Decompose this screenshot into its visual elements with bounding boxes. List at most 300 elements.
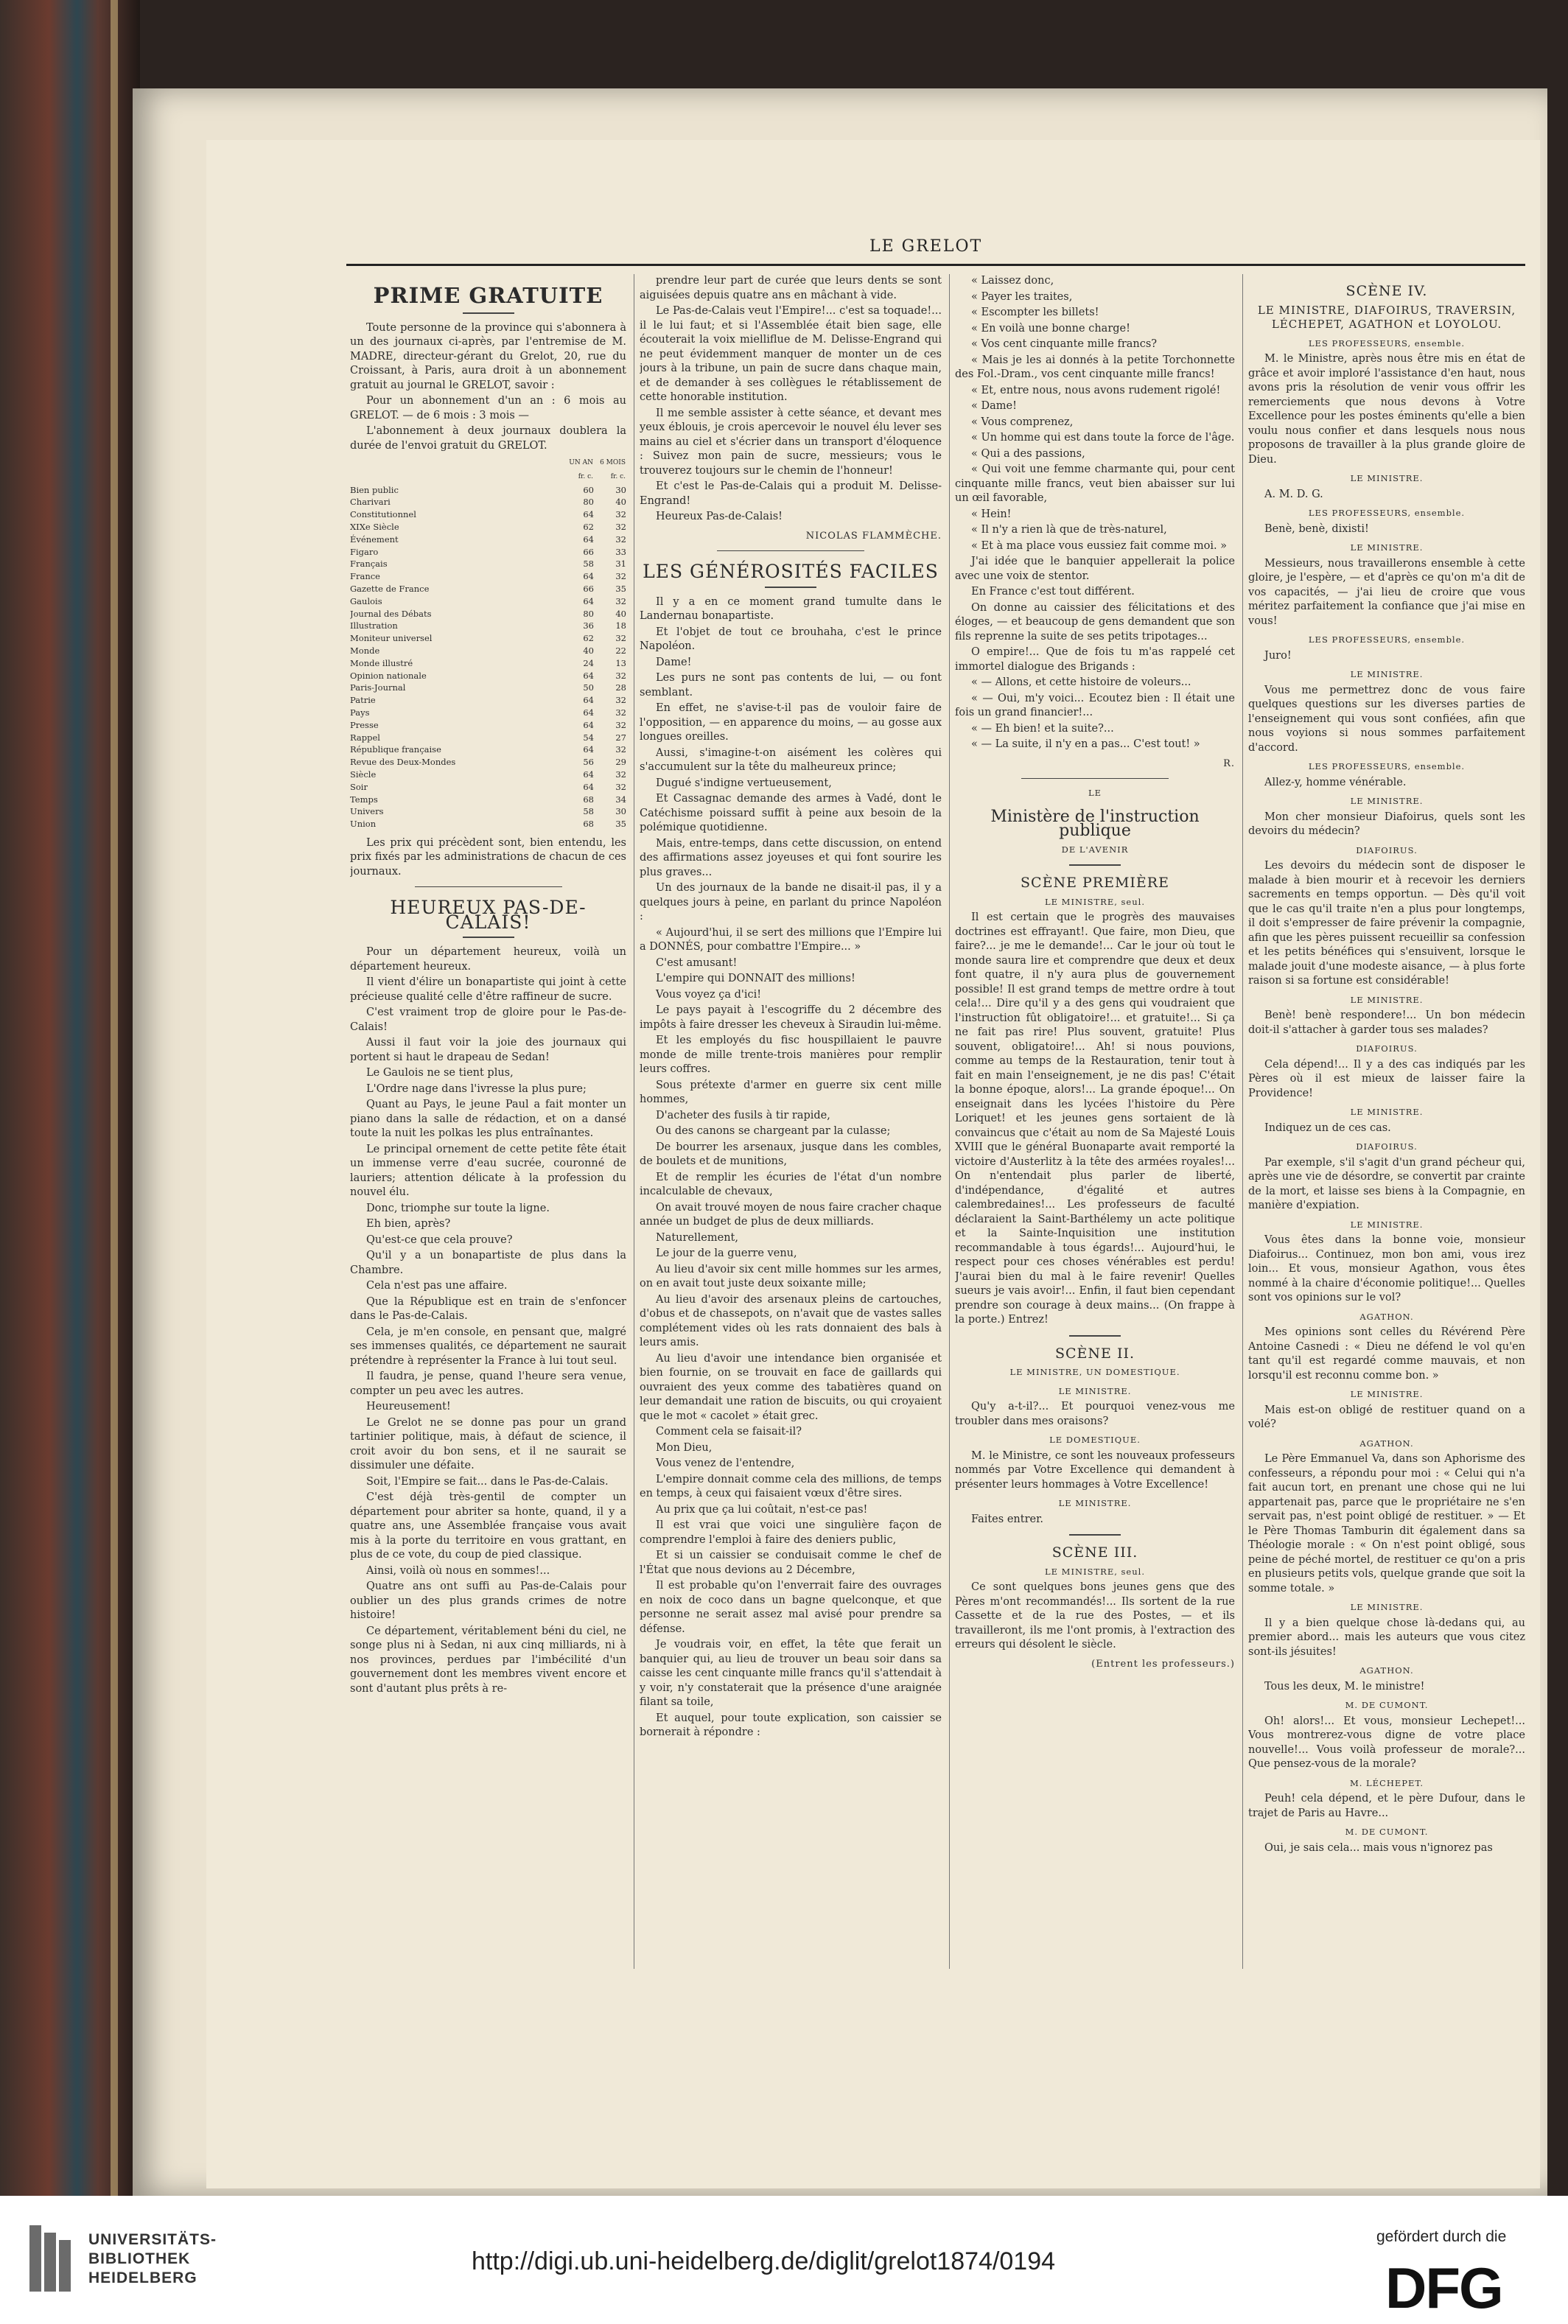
table-row (350, 632, 626, 645)
article-paragraph: Ou des canons se chargeant par la culasse; (656, 1125, 891, 1137)
journal-price: 64 (583, 509, 594, 520)
journal-price: 32 (615, 633, 626, 644)
source-url-link[interactable]: http://digi.ub.uni-heidelberg.de/diglit/grelot1874/0194 (472, 2247, 1056, 2275)
journal-price: 32 (615, 509, 626, 520)
speech-line: Juro! (1264, 649, 1292, 662)
dialogue-line: « — Allons, et cette histoire de voleurs... (971, 676, 1191, 688)
article-paragraph: Vous voyez ça d'ici! (656, 988, 762, 1001)
speech-line: Faites entrer. (971, 1513, 1044, 1525)
journal-price: 62 (583, 521, 594, 532)
speaker-name: LE MINISTRE. (1350, 669, 1424, 679)
journal-price: 32 (615, 670, 626, 681)
scene-cast: LE MINISTRE, seul. (1045, 896, 1145, 907)
dialogue-line: « Qui voit une femme charmante qui, pour cent cinquante mille francs, veut bien abaisser sur lui un œil favorable, (955, 463, 1235, 504)
table-row (350, 732, 626, 744)
dialogue-line: « Dame! (971, 400, 1017, 412)
divider (415, 886, 562, 887)
article-paragraph: Le Gaulois ne se tient plus, (366, 1067, 514, 1079)
speech-line: A. M. D. G. (1264, 488, 1323, 500)
divider (463, 312, 514, 314)
speaker-name: LE MINISTRE. (1058, 1385, 1132, 1396)
journal-price: 64 (583, 707, 594, 718)
dialogue-line: O empire!... Que de fois tu m'as rappelé cet immortel dialogue des Brigands : (955, 646, 1235, 673)
unit-label: fr. c. (610, 472, 626, 480)
speaker-name: LE MINISTRE. (1350, 994, 1424, 1005)
table-row (350, 794, 626, 806)
article-paragraph: Vous venez de l'entendre, (656, 1457, 795, 1469)
speaker-name: LES PROFESSEURS, ensemble. (1308, 337, 1466, 349)
journal-price: 32 (615, 695, 626, 706)
article-paragraph: Sous prétexte d'armer en guerre six cent mille hommes, (640, 1079, 942, 1105)
prime-title: PRIME GRATUITE (373, 283, 603, 308)
journal-price: 50 (583, 682, 594, 693)
divider (1069, 1335, 1121, 1337)
journal-name: Pays (350, 707, 370, 718)
journal-price: 32 (615, 781, 626, 792)
column-3 (955, 274, 1235, 1984)
table-row (350, 533, 626, 546)
speaker-name: DIAFOIRUS. (1356, 1043, 1418, 1054)
table-row (350, 570, 626, 583)
article-paragraph: Le Grelot ne se donne pas pour un grand tartinier politique, mais, à défaut de science, il croit avoir du bon sens, et il ne saurait se dissimuler une défaite. (350, 1416, 626, 1472)
dialogue-line: « — Eh bien! et la suite?... (971, 722, 1114, 735)
dialogue-line: « Laissez donc, (971, 275, 1054, 287)
scene-title: SCÈNE III. (1051, 1544, 1138, 1561)
column-header-six-months: 6 MOIS (600, 459, 626, 466)
article-continuation (640, 274, 942, 525)
journal-price: 68 (583, 819, 594, 830)
journal-name: Presse (350, 719, 379, 730)
journal-price: 32 (615, 744, 626, 755)
scene-cast: LE MINISTRE, seul. (1045, 1566, 1145, 1577)
dialogue-line: « Vos cent cinquante mille francs? (971, 338, 1158, 350)
article-paragraph: Au lieu d'avoir des arsenaux pleins de cartouches, d'obus et de chassepots, on n'avait que de vastes salles complétement vides où les rats donnaient des bals à leurs amis. (640, 1293, 942, 1348)
journal-name: Journal des Débats (350, 608, 432, 619)
speaker-name: LE MINISTRE. (1350, 473, 1424, 483)
article-paragraph: C'est déjà très-gentil de compter un département pour abriter sa honte, quand, il y a quatre ans, une Assemblée française vous avait mis à la porte du territoire en vous grattant, en plus de ce vote, du coup de pied classique. (350, 1491, 626, 1561)
article-paragraph: Et les employés du fisc houspillaient le pauvre monde de mille trente-trois manières pour remplir leurs coffres. (640, 1035, 942, 1075)
scene-body (1248, 337, 1525, 1856)
dialogue-line: « — La suite, il n'y en a pas... C'est tout! » (971, 738, 1200, 750)
journal-price: 64 (583, 670, 594, 681)
table-row (350, 620, 626, 632)
speech-line: Mon cher monsieur Diafoirus, quels sont les devoirs du médecin? (1248, 811, 1525, 837)
article-paragraph: Comment cela se faisait-il? (656, 1426, 802, 1438)
table-row (350, 719, 626, 732)
author-signature: NICOLAS FLAMMÈCHE. (805, 530, 942, 542)
article-paragraph: Et l'objet de tout ce brouhaha, c'est le prince Napoléon. (640, 626, 942, 652)
column-rule (949, 274, 950, 1969)
column-rule (1242, 274, 1243, 1969)
journal-price: 68 (583, 794, 594, 805)
journal-name: XIXe Siècle (350, 521, 399, 532)
speaker-name: LE MINISTRE. (1350, 542, 1424, 553)
table-row (350, 743, 626, 756)
article-paragraph: Il y a en ce moment grand tumulte dans le Landernau bonapartiste. (640, 595, 942, 622)
section-title: Ministère de l'instruction publique (990, 807, 1200, 840)
table-row (350, 707, 626, 719)
journal-price: 64 (583, 744, 594, 755)
article-paragraph: Je voudrais voir, en effet, la tête que ferait un banquier qui, au lieu de trouver un beau soir dans sa caisse les cent cinquante mille francs qu'il s'attendait à y voir, n'y constaterait que la présence d'une araignée filant sa toile, (640, 1639, 942, 1708)
table-row (350, 769, 626, 781)
table-row (350, 595, 626, 608)
dialogue-line: En France c'est tout différent. (971, 586, 1135, 598)
journal-name: Soir (350, 781, 368, 792)
dialogue-line: « Qui a des passions, (971, 447, 1085, 460)
dialogue-line: On donne au caissier des félicitations et des éloges, — et beaucoup de gens demandent que son fils reprenne la suite de ses petits tripotages... (955, 601, 1235, 643)
speaker-name: LES PROFESSEURS, ensemble. (1308, 508, 1466, 518)
scene-paragraph: Ce sont quelques bons jeunes gens que des Pères m'ont recommandés!... Ils sortent de la rue Cassette et de la rue des Postes, — et ils travailleront, ils me l'ont promis, à l'extraction des erreurs qui désolent le siècle. (955, 1581, 1235, 1651)
dialogue-line: « Hein! (971, 508, 1012, 520)
dfg-logo: DFG (1385, 2255, 1502, 2320)
journal-price: 32 (615, 707, 626, 718)
dialogue-line: « Payer les traites, (971, 290, 1073, 303)
article-paragraph: De bourrer les arsenaux, jusque dans les combles, de boulets et de munitions, (640, 1141, 942, 1167)
speech-line: Oh! alors!... Et vous, monsieur Lechepet!... Vous montrerez-vous digne de votre place nouvelle!... Vous voilà professeur de morale?... Que pensez-vous de la morale? (1248, 1715, 1525, 1770)
article-paragraph: Le Pas-de-Calais veut l'Empire!... c'est sa toquade!... il le lui faut; et si l'Assemblée était bien sage, elle écouterait la voix mielliflue de M. Delisse-Engrand qui ne peut évidemment manquer de monter un de ces jours à la tribune, un pain de sucre dans chaque main, et de demander à ses collègues le rétablissement de cette honorable institution. (640, 305, 942, 403)
article-paragraph: Cela n'est pas une affaire. (366, 1280, 508, 1292)
speech-line: Allez-y, homme vénérable. (1264, 776, 1407, 788)
speech-line: Le Père Emmanuel Va, dans son Aphorisme des confesseurs, a répondu pour moi : « Celui qui n'a fait aucun tort, en prenant une chose qui ne lui appartenait pas, parce que le propriétaire ne s'en servait pas, n'est point obligé de restituer. » — Et le Père Thomas Tamburin dit également dans sa Théologie morale : « On n'est point obligé, sous peine de péché mortel, de restituer ce qu'on a pris en plusieurs petits vols, quelque grande que soit la somme totale. » (1248, 1453, 1525, 1595)
binding-stripe (111, 0, 118, 2196)
speech-line: Mais est-on obligé de restituer quand on a volé? (1248, 1404, 1525, 1430)
article-paragraph: Que la République est en train de s'enfoncer dans le Pas-de-Calais. (350, 1295, 626, 1323)
article-paragraph: Il me semble assister à cette séance, et devant mes yeux éblouis, je crois apercevoir le nouvel élu lever ses mains au ciel et s'écrier dans un transport d'éloquence : Suivez mon pain de sucre, messieurs; vous le trouverez toujours sur le chemin de l'honneur! (640, 407, 942, 477)
prime-note: Les prix qui précèdent sont, bien entendu, les prix fixés par les administrations de chacun de ces journaux. (350, 836, 626, 878)
article-paragraph: Eh bien, après? (366, 1218, 451, 1231)
table-row (350, 608, 626, 620)
speaker-name: LE MINISTRE. (1058, 1498, 1132, 1508)
journal-name: Charivari (350, 497, 391, 508)
journal-price: 56 (583, 757, 594, 768)
journal-price: 64 (583, 533, 594, 545)
unit-label: fr. c. (578, 472, 593, 480)
table-row (350, 546, 626, 559)
article-paragraph: Au prix que ça lui coûtait, n'est-ce pas! (656, 1503, 868, 1516)
speaker-name: LE DOMESTIQUE. (1049, 1435, 1141, 1445)
table-row (350, 558, 626, 570)
column-header-year: UN AN (569, 459, 593, 466)
journal-price: 29 (615, 757, 626, 768)
journal-price: 32 (615, 521, 626, 532)
article-paragraph: Et si un caissier se conduisait comme le chef de l'État que nous devions au 2 Décembre, (640, 1550, 942, 1576)
article-paragraph: prendre leur part de curée que leurs dents se sont aiguisées depuis quatre ans en mâchant à vide. (640, 275, 942, 301)
article-paragraph: On avait trouvé moyen de nous faire cracher chaque année un budget de plus de deux milliards. (640, 1201, 942, 1228)
column-2 (640, 274, 942, 1984)
speaker-name: LE MINISTRE. (1350, 1107, 1424, 1117)
journal-name: Revue des Deux-Mondes (350, 757, 456, 768)
article-paragraph: Naturellement, (656, 1231, 738, 1244)
divider (1021, 778, 1169, 779)
journal-name: Siècle (350, 769, 377, 780)
article-paragraph: Un des journaux de la bande ne disait-il pas, il y a quelques jours à peine, en parlant du prince Napoléon : (640, 882, 942, 923)
article-paragraph: Et auquel, pour toute explication, son caissier se bornerait à répondre : (640, 1712, 942, 1738)
university-name-line: UNIVERSITÄTS- (88, 2231, 217, 2248)
article-paragraph: Quant au Pays, le jeune Paul a fait monter un piano dans la salle de rédaction, et on a dansé toute la nuit les polkas les plus entraînantes. (350, 1099, 626, 1140)
dialogue-line: « Vous comprenez, (971, 416, 1074, 428)
table-row (350, 484, 626, 497)
speaker-name: M. LÉCHEPET. (1349, 1777, 1424, 1788)
speech-line: Indiquez un de ces cas. (1264, 1121, 1391, 1134)
article-paragraph: Il vient d'élire un bonapartiste qui joint à cette précieuse qualité celle d'être raffineur de sucre. (350, 976, 626, 1003)
journal-price: 31 (615, 559, 626, 570)
speaker-name: LE MINISTRE. (1350, 1389, 1424, 1399)
article-paragraph: Soit, l'Empire se fait... dans le Pas-de-Calais. (366, 1475, 609, 1488)
journal-price: 64 (583, 719, 594, 730)
journal-name: Monde illustré (350, 657, 413, 668)
column-1 (350, 274, 626, 1984)
divider (1069, 864, 1121, 866)
article-paragraph: Aussi il faut voir la joie des journaux qui portent si haut le drapeau de Sedan! (350, 1037, 626, 1063)
journal-name: France (350, 571, 380, 582)
journal-price: 54 (583, 732, 594, 743)
funding-caption: gefördert durch die (1376, 2228, 1507, 2245)
dialogue-line: « Mais je les ai donnés à la petite Torchonnette des Fol.-Dram., vos cent cinquante mille francs! (955, 354, 1235, 380)
journal-price: 64 (583, 695, 594, 706)
journal-price: 36 (583, 620, 594, 631)
section-article: LE (1088, 788, 1102, 798)
dialogue-line: « En voilà une bonne charge! (971, 322, 1130, 335)
speaker-name: LES PROFESSEURS, ensemble. (1308, 634, 1466, 645)
journal-price: 13 (615, 657, 626, 668)
journal-price: 66 (583, 546, 594, 557)
journal-price: 66 (583, 583, 594, 594)
journal-price: 80 (583, 497, 594, 508)
table-row (350, 682, 626, 694)
article-paragraph: L'empire donnait comme cela des millions, de temps en temps, à ceux qui faisaient vœux d'être sires. (640, 1473, 942, 1499)
university-name (88, 2230, 217, 2288)
journal-price: 22 (615, 645, 626, 656)
speaker-name: LES PROFESSEURS, ensemble. (1308, 761, 1466, 771)
divider (1069, 1534, 1121, 1536)
speech-line: Peuh! cela dépend, et le père Dufour, dans le trajet de Paris au Havre... (1248, 1793, 1525, 1819)
journal-price: 30 (615, 484, 626, 495)
journal-name: Figaro (350, 546, 379, 557)
speaker-name: LE MINISTRE. (1350, 796, 1424, 806)
scene-cast: LE MINISTRE, DIAFOIRUS, TRAVERSIN, LÉCHEPET, AGATHON et LOYOLOU. (1257, 303, 1516, 331)
speaker-name: AGATHON. (1359, 1311, 1414, 1322)
table-row (350, 756, 626, 769)
journal-name: Univers (350, 806, 384, 817)
journal-price: 58 (583, 559, 594, 570)
scene-title: SCÈNE II. (1054, 1345, 1135, 1362)
table-row (350, 521, 626, 533)
journal-name: Union (350, 819, 377, 830)
journal-price: 30 (615, 806, 626, 817)
article-paragraph: Ainsi, voilà où nous en sommes!... (366, 1564, 550, 1577)
book-binding (0, 0, 140, 2196)
journal-name: Paris-Journal (350, 682, 406, 693)
article-paragraph: Dugué s'indigne vertueusement, (656, 777, 832, 789)
article-paragraph: Heureux Pas-de-Calais! (656, 511, 783, 522)
journal-name: Gazette de France (350, 583, 430, 594)
speech-line: Messieurs, nous travaillerons ensemble à cette gloire, je l'espère, — et d'après ce qu'on m'a dit de vos capacités, — j'ai lieu de croire que vous méritez parfaitement la confiance que j'ai mise en vous! (1248, 557, 1525, 627)
article-body (640, 595, 942, 1740)
speech-line: Benè, benè, dixisti! (1264, 522, 1369, 535)
journal-price: 64 (583, 781, 594, 792)
article-paragraph: Le principal ornement de cette petite fête était un immense verre d'eau sucrée, couronné de lauriers; attention délicate à la profession du nouvel élu. (350, 1143, 626, 1199)
journal-name: Gaulois (350, 595, 382, 606)
table-row (350, 657, 626, 670)
speech-line: Qu'y a-t-il?... Et pourquoi venez-vous me troubler dans mes oraisons? (955, 1401, 1235, 1427)
article-paragraph: Qu'il y a un bonapartiste de plus dans la Chambre. (350, 1250, 626, 1276)
journal-price: 24 (583, 657, 594, 668)
journal-price: 40 (615, 497, 626, 508)
article-paragraph: L'empire qui DONNAIT des millions! (656, 973, 855, 984)
article-paragraph: D'acheter des fusils à tir rapide, (656, 1109, 830, 1121)
article-paragraph: Heureusement! (366, 1401, 451, 1413)
table-row (350, 818, 626, 830)
scene-body (955, 1385, 1235, 1527)
speaker-name: M. DE CUMONT. (1345, 1827, 1429, 1837)
speech-line: Mes opinions sont celles du Révérend Père Antoine Casnedi : « Dieu ne défend le vol qu'en tant qu'il est regardé comme mauvais, et non lorsqu'il est reconnu comme bon. » (1248, 1326, 1525, 1382)
dialogue-line: « — Oui, m'y voici... Ecoutez bien : Il était une fois un grand financier!... (955, 692, 1235, 718)
speech-line: M. le Ministre, ce sont les nouveaux professeurs nommés par Votre Excellence qui demandent à présenter leurs hommages à Votre Excellence! (955, 1449, 1235, 1491)
article-paragraph: Au lieu d'avoir une intendance bien organisée et bien fournie, on se trouvait en face de gaillards qui ouvraient des yeux comme des tabatières quand on leur demandait une ration de biscuits, ou qui croyaient que le mot « cacolet » était grec. (640, 1352, 942, 1422)
journal-price: 32 (615, 571, 626, 582)
journal-price: 18 (615, 620, 626, 631)
university-name-line: HEIDELBERG (88, 2269, 197, 2286)
dialogue-line: « Il n'y a rien là que de très-naturel, (971, 524, 1167, 536)
journal-price: 28 (615, 682, 626, 693)
dialogue-line: « Escompter les billets! (971, 307, 1099, 318)
article-paragraph: Donc, triomphe sur toute la ligne. (366, 1202, 550, 1214)
speech-line: Benè! benè respondere!... Un bon médecin doit-il s'attacher à garder tous ses malades? (1248, 1009, 1525, 1036)
article-paragraph: « Aujourd'hui, il se sert des millions que l'Empire lui a DONNÉS, pour combattre l'Empire... » (640, 926, 942, 953)
journal-price: 32 (615, 595, 626, 606)
article-paragraph: Il faudra, je pense, quand l'heure sera venue, compter un peu avec les autres. (350, 1371, 626, 1397)
speech-line: Cela dépend!... Il y a des cas indiqués par les Pères où il est mieux de laisser faire la Providence! (1248, 1058, 1525, 1099)
article-paragraph: Le jour de la guerre venu, (656, 1247, 797, 1259)
article-paragraph: Dame! (656, 656, 692, 668)
divider (765, 587, 816, 588)
table-row (350, 781, 626, 794)
journal-price: 27 (615, 732, 626, 743)
table-row (350, 670, 626, 682)
article-paragraph: Et de remplir les écuries de l'état d'un nombre incalculable de chevaux, (640, 1171, 942, 1197)
stage-direction: (Entrent les professeurs.) (1091, 1658, 1235, 1670)
dialogue-quote (955, 274, 1235, 752)
dialogue-line: J'ai idée que le banquier appellerait la police avec une voix de stentor. (955, 556, 1235, 582)
table-row (350, 583, 626, 595)
column-4 (1248, 274, 1525, 1984)
journal-price: 64 (583, 595, 594, 606)
speech-line: Par exemple, s'il s'agit d'un grand pécheur qui, après une vie de désordre, se convertit par crainte de la mort, et laisse ses biens à la Compagnie, en manière d'expiation. (1248, 1156, 1525, 1211)
article-paragraph: Quatre ans ont suffi au Pas-de-Calais pour oublier un des plus grands crimes de notre histoire! (350, 1581, 626, 1622)
speaker-name: M. DE CUMONT. (1345, 1700, 1429, 1710)
article-paragraph: Mais, entre-temps, dans cette discussion, on entend des affirmations assez joyeuses et qui font sourire les plus graves... (640, 837, 942, 878)
article-paragraph: Aussi, s'imagine-t-on aisément les colères qui s'accumulent sur la tête du malheureux prince; (640, 746, 942, 773)
journal-price: 62 (583, 633, 594, 644)
dialogue-line: « Un homme qui est dans toute la force de l'âge. (971, 432, 1235, 444)
scene-body (955, 911, 1235, 1328)
journal-name: Bien public (350, 484, 399, 495)
table-row (350, 645, 626, 657)
journal-price-table (350, 456, 626, 830)
journal-price: 60 (583, 484, 594, 495)
article-paragraph: Et c'est le Pas-de-Calais qui a produit M. Delisse-Engrand! (640, 480, 942, 507)
university-name-line: BIBLIOTHEK (88, 2250, 191, 2267)
dialogue-line: « Et à ma place vous eussiez fait comme moi. » (971, 539, 1228, 552)
speech-line: Vous êtes dans la bonne voie, monsieur Diafoirus... Continuez, mon bon ami, vous irez loin... Et vous, monsieur Agathon, vous êtes nommé à la chaire d'économie politique!... Quelles sont vos opinions sur le vol? (1248, 1234, 1525, 1303)
journal-name: Illustration (350, 620, 398, 631)
article-paragraph: Cela, je m'en console, en pensant que, malgré ses immenses qualités, ce département ne saurait prétendre à représenter la France à lui tout seul. (350, 1326, 626, 1367)
article-paragraph: C'est vraiment trop de gloire pour le Pas-de-Calais! (350, 1007, 626, 1033)
article-paragraph: Et Cassagnac demande des armes à Vadé, dont le Catéchisme poissard suffit à peine aux besoin de la polémique quotidienne. (640, 793, 942, 833)
journal-price: 35 (615, 819, 626, 830)
scene-paragraph: Il est certain que le progrès des mauvaises doctrines est effrayant!. Que faire, mon Dieu, que faire?... je me le demande!... Car le jour où tout le monde saura lire et comprendre que deux et deux font quatre, il n'y aura plus de gouvernement possible! Il est grand temps de mettre ordre à tout cela!... Dire qu'il y a des gens qui voudraient que l'instruction fût obligatoire!... et gratuite!... Si ça ne fait pas rire! Plus souvent, gratuite! Plus souvent, obligatoire!... Ah! si nous pouvions, comme au temps de la Restauration, tenir tout à fait en main l'enseignement, je ne dis pas! C'était la bonne époque, alors!... La grande époque!... On enseignait dans les lycées l'histoire du Père Loriquet! et les jeunes gens sortaient de là convaincus que c'était au nom de Sa Majesté Louis XVIII que le général Buonaparte avait remporté la victoire d'Austerlitz à la tête des armées royales!... On n'entendait plus parler de liberté, d'indépendance, d'égalité et autres calembredaines!... Les professeurs de faculté déclaraient la Saint-Barthélemy un acte politique et la Sainte-Inquisition une institution recommandable à tous égards!... Aujourd'hui, le respect pour ces choses vénérables est perdu! J'aurai bien du mal à le faire revenir! Quelles sueurs je vais avoir!... Enfin, il faut bien cependant prendre son courage à deux mains... (On frappe à la porte.) Entrez! (955, 911, 1235, 1326)
journal-price: 33 (615, 546, 626, 557)
speech-line: M. le Ministre, après nous être mis en état de grâce et avoir imploré l'assistance d'en haut, nous avons pris la résolution de venir vous offrir les remerciements que nous devons à Votre Excellence pour les postes éminents qu'elle a bien voulu nous confier et dans lesquels nous nous proposons de travailler à la plus grande gloire de Dieu. (1248, 353, 1525, 466)
article-paragraph: C'est amusant! (656, 956, 738, 969)
article-paragraph: Il est vrai que voici une singulière façon de comprendre l'emploi à faire des deniers public, (640, 1519, 942, 1546)
table-row (350, 694, 626, 707)
speech-line: Vous me permettrez donc de vous faire quelques questions sur les diverses parties de l'enseignement qui vous sont confiées, afin que nous voyions si nous sommes parfaitement d'accord. (1248, 684, 1525, 754)
divider (463, 937, 514, 938)
author-signature: R. (1223, 757, 1235, 769)
article-paragraph: L'Ordre nage dans l'ivresse la plus pure; (366, 1082, 587, 1095)
article-body (350, 945, 626, 1696)
speaker-name: AGATHON. (1359, 1438, 1414, 1449)
journal-name: Rappel (350, 732, 380, 743)
journal-name: Français (350, 559, 388, 570)
article-paragraph: Il est probable qu'on l'enverrait faire des ouvrages en noix de coco dans un bagne quelconque, et que personne ne serait assez mal avisé pour prendre sa défense. (640, 1580, 942, 1635)
journal-price: 35 (615, 583, 626, 594)
article-paragraph: Qu'est-ce que cela prouve? (366, 1233, 513, 1246)
table-row (350, 508, 626, 521)
speaker-name: LE MINISTRE. (1350, 1219, 1424, 1230)
journal-name: Monde (350, 645, 380, 656)
speech-line: Oui, je sais cela... mais vous n'ignorez pas (1264, 1841, 1493, 1854)
speaker-name: AGATHON. (1359, 1665, 1414, 1676)
article-paragraph: En effet, ne s'avise-t-il pas de vouloir faire de l'opposition, — en apparence du moins, — au gosse aux longues oreilles. (640, 702, 942, 743)
university-logo-icon (29, 2225, 71, 2292)
scene-cast: LE MINISTRE, UN DOMESTIQUE. (1009, 1367, 1180, 1377)
article-paragraph: Les purs ne sont pas contents de lui, — ou font semblant. (640, 672, 942, 699)
journal-name: Constitutionnel (350, 509, 416, 520)
scene-title: SCÈNE PREMIÈRE (1021, 875, 1169, 891)
journal-price: 34 (615, 794, 626, 805)
scene-title: SCÈNE IV. (1345, 283, 1428, 299)
speaker-name: LE MINISTRE. (1350, 1602, 1424, 1612)
journal-name: République française (350, 744, 441, 755)
speech-line: Il y a bien quelque chose là-dedans qui, au premier abord... mais les auteurs que vous citez sont-ils jésuites! (1248, 1617, 1525, 1658)
table-row (350, 496, 626, 508)
divider (717, 550, 864, 551)
journal-name: Opinion nationale (350, 670, 427, 681)
journal-price: 32 (615, 769, 626, 780)
journal-price: 40 (583, 645, 594, 656)
article-title: LES GÉNÉROSITÉS FACILES (643, 561, 939, 582)
journal-price: 40 (615, 608, 626, 619)
page-header-title: LE GRELOT (869, 237, 983, 256)
article-paragraph: Le pays payait à l'escogriffe du 2 décembre des impôts à faire dresser les cheveux à Siraudin lui-même. (640, 1004, 942, 1031)
speaker-name: DIAFOIRUS. (1356, 844, 1418, 855)
article-paragraph: Pour un département heureux, voilà un département heureux. (350, 946, 626, 973)
article-paragraph: Ce département, véritablement béni du ciel, ne songe plus ni à Sedan, ni aux cinq milliards, ni à nos provinces, perdues par l'imbécilité d'un gouvernement dont les membres vivent encore et sont d'autant plus prêts à re- (350, 1625, 626, 1695)
journal-price: 32 (615, 719, 626, 730)
prime-paragraph: L'abonnement à deux journaux doublera la durée de l'envoi gratuit du GRELOT. (350, 425, 626, 452)
speech-line: Tous les deux, M. le ministre! (1264, 1680, 1425, 1693)
journal-name: Patrie (350, 695, 376, 706)
journal-name: Moniteur universel (350, 633, 433, 644)
header-rule (346, 264, 1525, 266)
journal-price: 64 (583, 769, 594, 780)
article-title: HEUREUX PAS-DE-CALAIS! (390, 897, 587, 933)
article-paragraph: Au lieu d'avoir six cent mille hommes sur les armes, on en avait tout juste deux soixante mille; (640, 1263, 942, 1289)
section-subtitle: DE L'AVENIR (1061, 844, 1129, 855)
journal-name: Temps (350, 794, 378, 805)
